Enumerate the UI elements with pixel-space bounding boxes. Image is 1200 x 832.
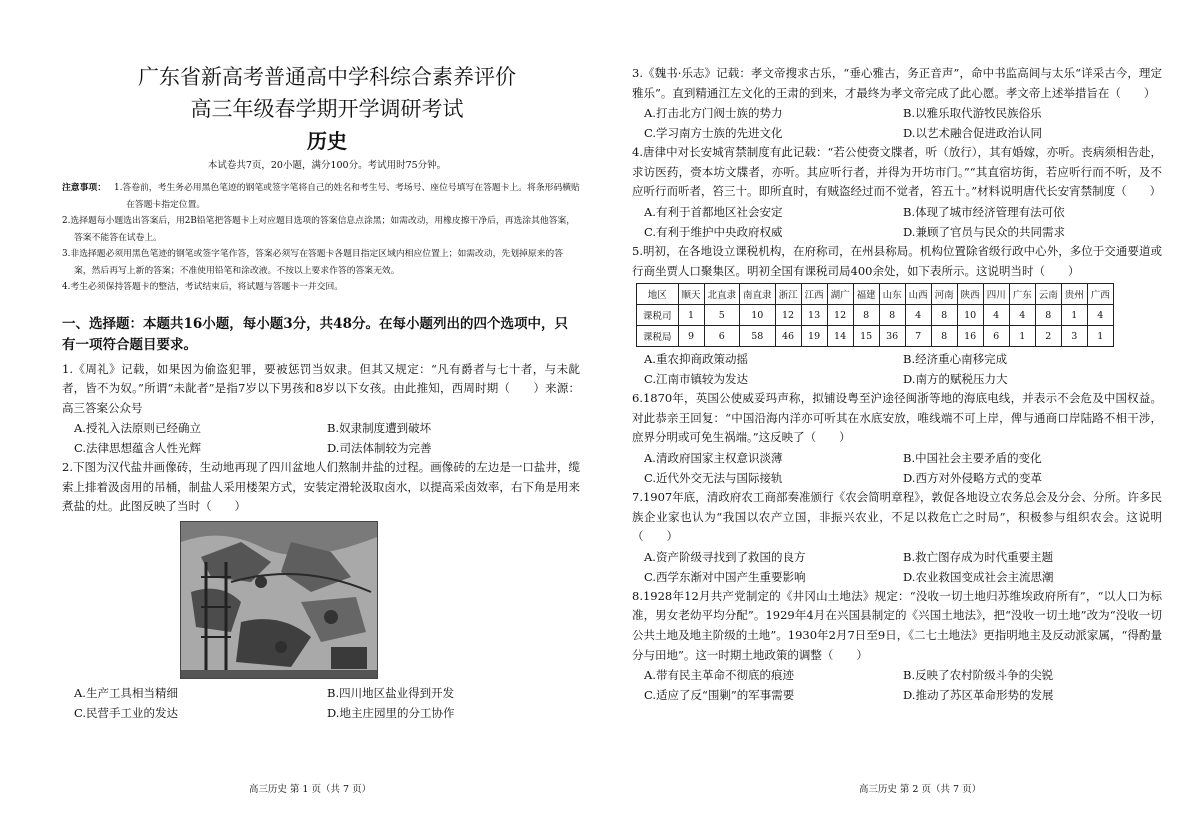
question-6: 6.1870年，英国公使威妥玛声称，拟铺设粤至沪途径闽浙等地的海底电线，并表示不会危及中国权益。对此恭亲王回复：“中国沿海内洋亦可听其在水底安放，唯线端不可上岸，俾与通商口岸陆路不相干涉，庶界分明或可免生祸端。”这反映了（ ） [632, 391, 1162, 445]
table-header-cell: 广西 [1087, 284, 1113, 305]
table-cell: 1 [1009, 326, 1035, 347]
page-2-footer: 高三历史 第 2 页（共 7 页） [858, 784, 982, 795]
q4-option-b: B.体现了城市经济管理有法可依 [903, 204, 1065, 219]
q8-option-a: A.带有民主革命不彻底的痕迹 [644, 668, 794, 683]
table-cell: 1 [678, 305, 704, 326]
table-cell: 16 [957, 326, 983, 347]
table-header-cell: 地区 [637, 284, 679, 305]
question-4: 4.唐律中对长安城宵禁制度有此记载：“若公使赍文牒者，听（放行），其有婚嫁，亦听。丧病须相告赴，求访医药，赍本坊文牒者，亦听。其应听行者，并得为开坊市门。”“其直宿坊街，若应听行而不听，及不应听行而听者，笞三十。即所直时，有贼盗经过而不觉者，笞五十。”材料说明唐代长安宵禁制度（ ） [632, 145, 1162, 199]
table-cell: 13 [801, 305, 827, 326]
table-header-cell: 河南 [931, 284, 957, 305]
table-header-cell: 贵州 [1061, 284, 1087, 305]
q5-option-d: D.南方的赋税压力大 [903, 372, 1008, 387]
table-cell: 36 [879, 326, 905, 347]
question-4-options [632, 202, 1162, 242]
table-cell: 8 [1035, 305, 1061, 326]
q7-option-d: D.农业救国变成社会主流思潮 [903, 569, 1054, 584]
page-1-footer: 高三历史 第 1 页（共 7 页） [248, 784, 372, 795]
table-cell: 课税司 [637, 305, 679, 326]
question-2: 2.下图为汉代盐井画像砖，生动地再现了四川盆地人们熬制井盐的过程。画像砖的左边是一口盐井，缆索上排着汲卤用的吊桶，制盐人采用楼架方式，安装定滑轮汲取卤水，以提高采卤效率，右下角是用来煮盐的灶。此图反映了当时（ ） [62, 460, 580, 514]
q3-option-d: D.以艺术融合促进政治认同 [903, 126, 1042, 141]
question-1: 1.《周礼》记载，如果因为偷盗犯罪，要被惩罚当奴隶。但其又规定：“凡有爵者与七十者，与未龀者，皆不为奴。”所谓“未龀者”是指7岁以下男孩和8岁以下女孩。由此推知，西周时期（ ）来源：高三答案公众号 [62, 361, 580, 415]
table-cell: 4 [905, 305, 931, 326]
note-3: 3.非选择题必须用黑色笔迹的钢笔或签字笔作答，答案必须写在答题卡各题目指定区域内相应位置上；如需改动，先划掉原来的答案，然后再写上新的答案；不准使用铅笔和涂改液。不按以上要求作答的答案无效。 [62, 249, 564, 276]
table-header-cell: 山东 [879, 284, 905, 305]
question-8-options [632, 665, 1162, 705]
table-cell: 4 [1009, 305, 1035, 326]
table-header-cell: 云南 [1035, 284, 1061, 305]
q3-option-c: C.学习南方士族的先进文化 [644, 126, 783, 141]
q2-option-c: C.民营手工业的发达 [74, 706, 179, 721]
q1-option-a: A.授礼入法原则已经确立 [74, 421, 201, 436]
q5-option-a: A.重农抑商政策动摇 [644, 352, 748, 367]
q6-option-d: D.西方对外侵略方式的变革 [903, 470, 1042, 485]
salt-well-brick-image [180, 521, 378, 679]
q4-option-d: D.兼顾了官员与民众的共同需求 [903, 224, 1065, 239]
table-header-cell: 广东 [1009, 284, 1035, 305]
table-cell: 15 [853, 326, 879, 347]
q6-option-a: A.清政府国家主权意识淡薄 [644, 450, 783, 465]
q7-option-b: B.救亡图存成为时代重要主题 [903, 549, 1054, 564]
table-cell: 5 [704, 305, 740, 326]
table-cell: 19 [801, 326, 827, 347]
table-header-cell: 四川 [983, 284, 1009, 305]
question-5-options [632, 349, 1162, 389]
question-7: 7.1907年底，清政府农工商部奏准颁行《农会简明章程》，敦促各地设立农务总会及分会、分所。许多民族企业家也认为“我国以农产立国，非振兴农业，不足以救危亡之时局”，积极参与组织农会。这说明（ ） [632, 489, 1162, 544]
q8-option-d: D.推动了苏区革命形势的发展 [903, 688, 1054, 703]
q2-option-b: B.四川地区盐业得到开发 [327, 686, 455, 701]
table-header-cell: 浙江 [775, 284, 801, 305]
table-cell: 6 [704, 326, 740, 347]
table-cell: 6 [983, 326, 1009, 347]
table-cell: 14 [827, 326, 853, 347]
table-row [637, 305, 1114, 326]
table-cell: 58 [740, 326, 776, 347]
table-cell: 4 [983, 305, 1009, 326]
salt-well-illustration [181, 522, 377, 678]
table-cell: 1 [1061, 305, 1087, 326]
table-cell: 2 [1035, 326, 1061, 347]
q4-option-a: A.有利于首都地区社会安定 [644, 204, 783, 219]
table-row [637, 326, 1114, 347]
table-cell: 4 [1087, 305, 1113, 326]
table-header-row [637, 284, 1114, 305]
q3-option-b: B.以雅乐取代游牧民族俗乐 [903, 106, 1042, 121]
table-header-cell: 江西 [801, 284, 827, 305]
note-4: 4.考生必须保持答题卡的整洁，考试结束后，将试题与答题卡一并交回。 [62, 282, 344, 292]
table-cell: 7 [905, 326, 931, 347]
table-cell: 8 [853, 305, 879, 326]
q1-option-d: D.司法体制较为完善 [327, 441, 432, 456]
tax-office-table [636, 283, 1114, 347]
q6-option-c: C.近代外交无法与国际接轨 [644, 470, 783, 485]
subject-title: 历史 [307, 129, 347, 153]
question-5: 5.明初，在各地设立课税机构，在府称司，在州县称局。机构位置除省级行政中心外，多位于交通要道或行商坐贾人口聚集区。明初全国有课税司局400余处，如下表所示。这说明当时（ ） [632, 243, 1162, 278]
table-cell: 8 [879, 305, 905, 326]
q5-option-b: B.经济重心南移完成 [903, 352, 1008, 367]
table-header-cell: 陕西 [957, 284, 983, 305]
exam-meta: 本试卷共7页，20小题，满分100分。考试用时75分钟。 [207, 160, 447, 171]
table-cell: 1 [1087, 326, 1113, 347]
q4-option-c: C.有利于维护中央政府权威 [644, 224, 783, 239]
question-3: 3.《魏书·乐志》记载：孝文帝搜求古乐，“垂心雅古，务正音声”，命中书监高闾与太乐“详采古今，理定雅乐”。直到精通江左文化的王肃的到来，才最终为孝文帝完成了此心愿。孝文帝上述举措旨在（ ） [632, 66, 1162, 100]
q5-option-c: C.江南市镇较为发达 [644, 372, 749, 387]
question-1-options [62, 418, 580, 458]
q2-option-a: A.生产工具相当精细 [74, 686, 178, 701]
exam-title-line1: 广东省新高考普通高中学科综合素养评价 [138, 65, 516, 89]
table-cell: 8 [931, 305, 957, 326]
note-2: 2.选择题每小题选出答案后，用2B铅笔把答题卡上对应题目选项的答案信息点涂黑；如需改动，用橡皮擦干净后，再选涂其他答案，答案不能答在试卷上。 [62, 216, 576, 243]
table-cell: 10 [957, 305, 983, 326]
section-heading: 一、选择题：本题共16小题，每小题3分，共48分。在每小题列出的四个选项中，只有一项符合题目要求。 [62, 315, 568, 353]
question-7-options [632, 547, 1162, 587]
table-header-cell: 山西 [905, 284, 931, 305]
q1-option-b: B.奴隶制度遭到破坏 [327, 421, 432, 436]
page-2 [600, 0, 1200, 832]
table-header-cell: 顺天 [678, 284, 704, 305]
table-cell: 12 [827, 305, 853, 326]
q8-option-c: C.适应了反“围剿”的军事需要 [644, 688, 795, 703]
table-cell: 9 [678, 326, 704, 347]
q6-option-b: B.中国社会主要矛盾的变化 [903, 450, 1042, 465]
q2-option-d: D.地主庄园里的分工协作 [327, 706, 455, 721]
notes-heading: 注意事项： [62, 183, 106, 193]
question-3-options [632, 103, 1162, 143]
note-1: 1.答卷前，考生务必用黑色笔迹的钢笔或签字笔将自己的姓名和考生号、考场号、座位号填写在答题卡上。将条形码横贴在答题卡指定位置。 [114, 183, 580, 210]
exam-title-line2: 高三年级春学期开学调研考试 [190, 97, 464, 121]
q3-option-a: A.打击北方门阀士族的势力 [644, 106, 783, 121]
table-cell: 12 [775, 305, 801, 326]
question-8: 8.1928年12月共产党制定的《井冈山土地法》规定：“没收一切土地归苏维埃政府所有”，“以人口为标准，男女老幼平均分配”。1929年4月在兴国县制定的《兴国土地法》，把“没收一切土地”改为“没收一切公共土地及地主阶级的土地”。1930年2月7日至9日，《二七土地法》更指明地主及反动派家属，“得酌量分与田地”。这一时期土地政策的调整（ ） [632, 588, 1162, 662]
q8-option-b: B.反映了农村阶级斗争的尖锐 [903, 668, 1054, 683]
q7-option-c: C.西学东渐对中国产生重要影响 [644, 569, 806, 584]
table-header-cell: 北直隶 [704, 284, 740, 305]
table-cell: 10 [740, 305, 776, 326]
table-cell: 8 [931, 326, 957, 347]
table-header-cell: 南直隶 [740, 284, 776, 305]
exam-notes [62, 180, 580, 296]
table-cell: 46 [775, 326, 801, 347]
q1-option-c: C.法律思想蕴含人性光辉 [74, 441, 202, 456]
question-2-options [62, 683, 580, 723]
table-cell: 课税局 [637, 326, 679, 347]
table-header-cell: 福建 [853, 284, 879, 305]
q7-option-a: A.资产阶级寻找到了救国的良方 [644, 549, 806, 564]
table-header-cell: 湖广 [827, 284, 853, 305]
question-6-options [632, 448, 1162, 488]
table-cell: 3 [1061, 326, 1087, 347]
